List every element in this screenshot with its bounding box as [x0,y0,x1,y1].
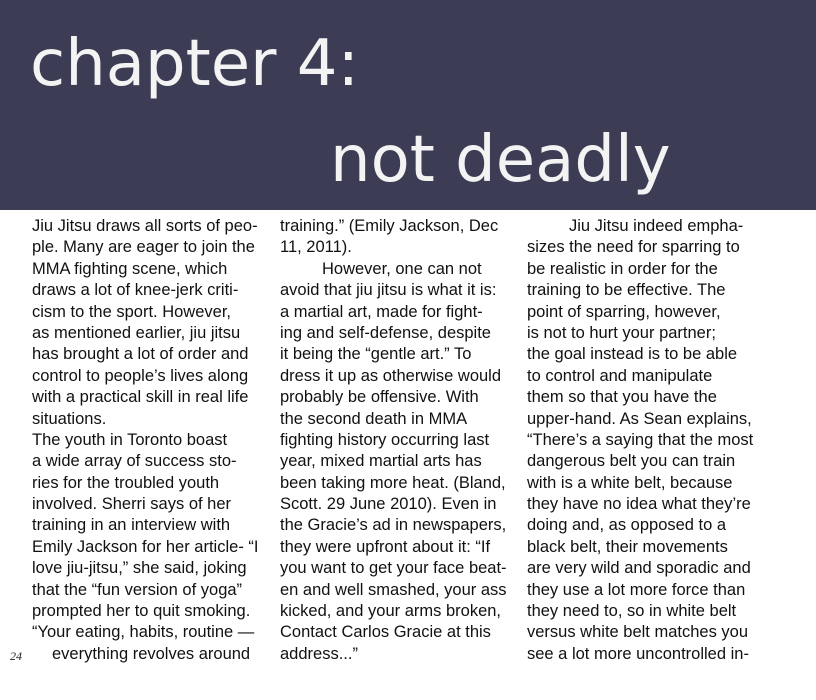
text-line: versus white belt matches you [527,623,749,642]
text-line: the goal instead is to be able [527,345,738,364]
text-line: cism to the sport. However, [32,302,231,321]
text-line: see a lot more uncontrolled in- [527,644,749,663]
text-line: probably be offensive. With [280,388,479,407]
text-column-3 [527,216,753,665]
chapter-title-line2: not deadly [330,123,671,197]
text-column-1 [32,216,258,665]
text-line: they use a lot more force than [527,580,746,599]
text-line: is not to hurt your partner; [527,323,716,342]
text-line: they need to, so in white belt [527,602,737,621]
text-line: Emily Jackson for her article- “I [32,537,259,556]
text-line: been taking more heat. (Bland, [280,473,506,492]
text-line: they have no idea what they’re [527,495,751,514]
text-line: prompted her to quit smoking. [32,602,251,621]
text-line: dress it up as otherwise would [280,366,502,385]
text-line: training to be effective. The [527,281,726,300]
text-line: training.” (Emily Jackson, Dec [280,217,499,235]
text-line: has brought a lot of order and [32,345,249,364]
text-line: the second death in MMA [280,409,468,428]
text-line: point of sparring, however, [527,302,721,321]
text-line: MMA fighting scene, which [32,259,228,278]
text-line: are very wild and sporadic and [527,559,751,578]
text-line: them so that you have the [527,388,717,407]
text-line: that the “fun version of yoga” [32,580,243,599]
text-line: Scott. 29 June 2010). Even in [280,495,497,514]
text-line: kicked, and your arms broken, [280,602,502,621]
text-line: 11, 2011). [280,238,352,257]
text-line: the Gracie’s ad in newspapers, [280,516,507,535]
text-line: Jiu Jitsu indeed empha- [569,217,744,235]
text-line: The youth in Toronto boast [32,430,228,449]
text-line: ple. Many are eager to join the [32,238,255,257]
text-line: be realistic in order for the [527,259,718,278]
text-line: Jiu Jitsu draws all sorts of peo- [32,217,258,235]
text-line: “Your eating, habits, routine — [32,623,255,642]
text-line: training in an interview with [32,516,231,535]
text-line: situations. [32,409,107,428]
text-line: with a practical skill in real life [32,388,249,407]
text-line: involved. Sherri says of her [32,495,232,514]
chapter-title-line1: chapter 4: [30,27,359,101]
text-line: en and well smashed, your ass [280,580,507,599]
chapter-banner [0,0,816,210]
text-line: to control and manipulate [527,366,713,385]
text-line: a wide array of success sto- [32,452,237,471]
text-line: draws a lot of knee-jerk criti- [32,281,239,300]
text-line: doing and, as opposed to a [527,516,727,535]
page-number: 24 [10,649,22,663]
text-line: “There’s a saying that the most [527,430,754,449]
text-line: year, mixed martial arts has [280,452,482,471]
text-line: you want to get your face beat- [280,559,507,578]
text-line: However, one can not [322,259,482,278]
text-line: a martial art, made for fight- [280,302,483,321]
text-line: dangerous belt you can train [527,452,736,471]
text-line: black belt, their movements [527,537,728,556]
text-line: avoid that jiu jitsu is what it is: [280,281,497,300]
text-column-2 [280,216,507,665]
text-line: upper-hand. As Sean explains, [527,409,752,428]
text-line: with is a white belt, because [527,473,733,492]
text-line: love jiu-jitsu,” she said, joking [32,559,247,578]
text-line: ing and self-defense, despite [280,323,491,342]
text-line: as mentioned earlier, jiu jitsu [32,323,241,342]
text-line: address...” [280,644,358,663]
text-line: control to people’s lives along [32,366,249,385]
text-line: fighting history occurring last [280,430,490,449]
text-line: Contact Carlos Gracie at this [280,623,491,642]
text-line: sizes the need for sparring to [527,238,740,257]
text-line: they were upfront about it: “If [280,537,491,556]
text-line: it being the “gentle art.” To [280,345,472,364]
text-line: everything revolves around [52,644,251,663]
text-line: ries for the troubled youth [32,473,220,492]
